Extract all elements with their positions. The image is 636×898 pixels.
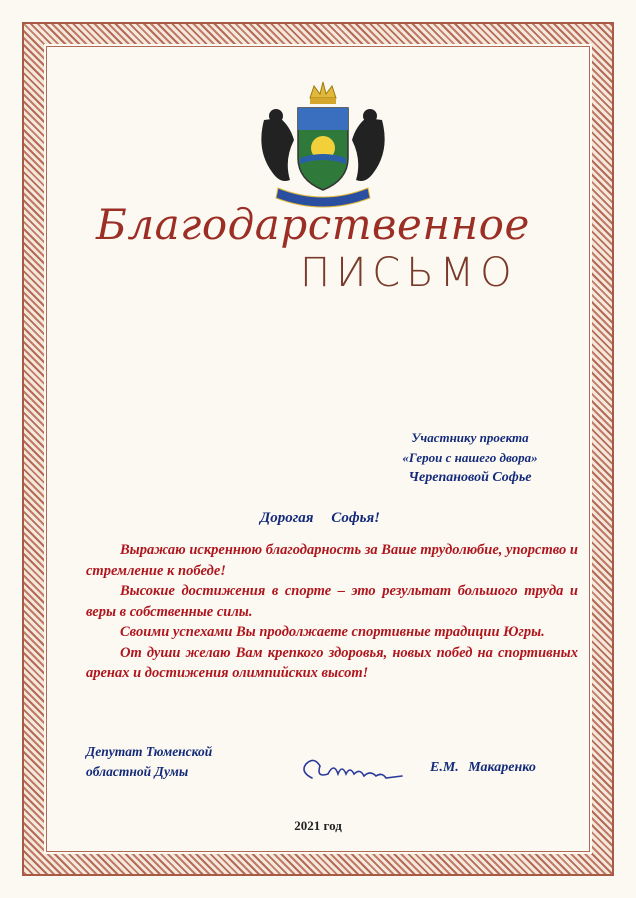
body-paragraph: Своими успехами Вы продолжаете спортивные традиции Югры. — [120, 624, 545, 640]
letter-year: 2021 год — [294, 818, 342, 833]
handwritten-signature — [294, 752, 424, 792]
body-paragraph: Выражаю искреннюю благодарность за Ваше трудолюбие, упорство и стремление к победе! — [86, 542, 578, 579]
signer-position-line-1: Депутат Тюменской — [86, 744, 213, 759]
coat-of-arms-icon — [250, 80, 396, 220]
signer-name: Е.М. Макаренко — [430, 760, 536, 775]
signer-position-line-2: областной Думы — [86, 764, 189, 779]
signer-position — [86, 742, 212, 782]
recipient-block — [380, 428, 560, 488]
recipient-line-1: Участнику проекта — [411, 430, 529, 445]
recipient-line-2: «Герои с нашего двора» — [402, 450, 538, 465]
greeting: Дорогая Софья! — [259, 510, 381, 526]
recipient-name: Черепановой Софье — [408, 470, 532, 485]
letter-title-caps: ПИСЬМО — [300, 250, 518, 296]
letter-body — [86, 540, 578, 684]
letter-title-script: Благодарственное — [96, 200, 530, 249]
body-paragraph: Высокие достижения в спорте – это результат большого труда и веры в собственные силы. — [86, 583, 578, 620]
body-paragraph: От души желаю Вам крепкого здоровья, новых побед на спортивных аренах и достижения олимпийских высот! — [86, 644, 578, 681]
